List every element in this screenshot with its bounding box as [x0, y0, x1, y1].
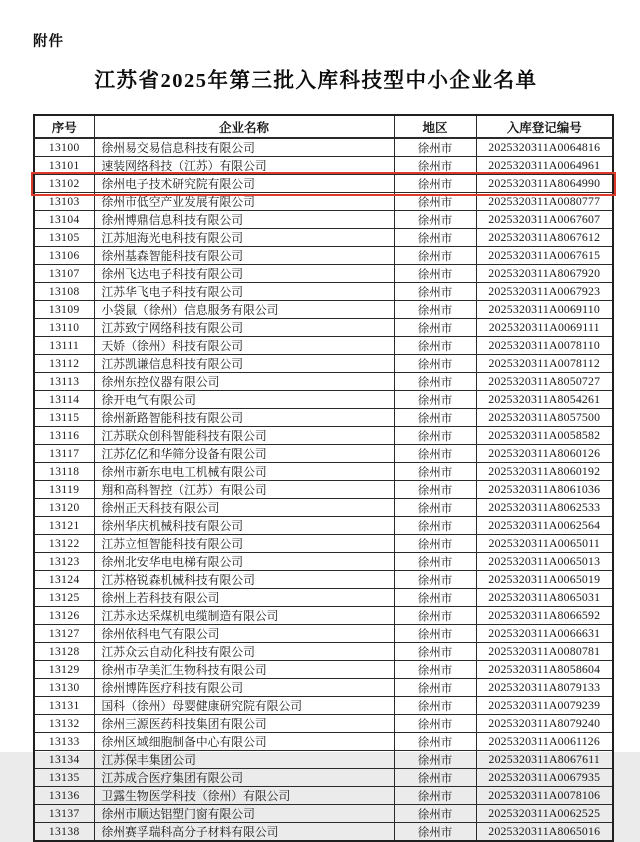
cell-company-name: 徐州飞达电子科技有限公司 — [94, 265, 394, 283]
cell-company-name: 徐州上若科技有限公司 — [94, 589, 394, 607]
cell-company-name: 江苏成合医疗集团有限公司 — [94, 769, 394, 787]
table-row — [34, 625, 613, 643]
cell-code: 2025320311A8066592 — [476, 607, 613, 625]
cell-seq: 13133 — [34, 733, 94, 751]
column-header-code: 入库登记编号 — [476, 115, 613, 138]
cell-seq: 13123 — [34, 553, 94, 571]
cell-company-name: 江苏旭海光电科技有限公司 — [94, 229, 394, 247]
cell-company-name: 天娇（徐州）科技有限公司 — [94, 337, 394, 355]
table-row — [34, 733, 613, 751]
column-header-seq: 序号 — [34, 115, 94, 138]
cell-code: 2025320311A8079240 — [476, 715, 613, 733]
cell-code: 2025320311A8061036 — [476, 481, 613, 499]
table-row — [34, 265, 613, 283]
cell-seq: 13103 — [34, 193, 94, 211]
cell-company-name: 徐州新路智能科技有限公司 — [94, 409, 394, 427]
cell-code: 2025320311A0069111 — [476, 319, 613, 337]
cell-seq: 13108 — [34, 283, 94, 301]
cell-region: 徐州市 — [394, 193, 476, 211]
cell-code: 2025320311A0064961 — [476, 157, 613, 175]
cell-company-name: 徐州正天科技有限公司 — [94, 499, 394, 517]
cell-company-name: 江苏众云自动化科技有限公司 — [94, 643, 394, 661]
table-row — [34, 589, 613, 607]
table-row — [34, 481, 613, 499]
cell-region: 徐州市 — [394, 751, 476, 769]
table-row — [34, 427, 613, 445]
cell-company-name: 江苏永达采煤机电缆制造有限公司 — [94, 607, 394, 625]
table-row — [34, 283, 613, 301]
cell-region: 徐州市 — [394, 247, 476, 265]
cell-company-name: 徐州三源医药科技集团有限公司 — [94, 715, 394, 733]
cell-company-name: 江苏致宁网络科技有限公司 — [94, 319, 394, 337]
cell-code: 2025320311A0064816 — [476, 138, 613, 157]
cell-code: 2025320311A8050727 — [476, 373, 613, 391]
table-row — [34, 409, 613, 427]
attachment-label: 附件 — [33, 34, 64, 50]
cell-region: 徐州市 — [394, 445, 476, 463]
cell-seq: 13114 — [34, 391, 94, 409]
cell-region: 徐州市 — [394, 157, 476, 175]
cell-code: 2025320311A8067612 — [476, 229, 613, 247]
cell-seq: 13119 — [34, 481, 94, 499]
cell-region: 徐州市 — [394, 643, 476, 661]
cell-region: 徐州市 — [394, 211, 476, 229]
cell-region: 徐州市 — [394, 697, 476, 715]
cell-code: 2025320311A0067935 — [476, 769, 613, 787]
cell-region: 徐州市 — [394, 571, 476, 589]
cell-region: 徐州市 — [394, 535, 476, 553]
cell-seq: 13138 — [34, 823, 94, 842]
cell-region: 徐州市 — [394, 229, 476, 247]
cell-code: 2025320311A0065019 — [476, 571, 613, 589]
cell-code: 2025320311A0080781 — [476, 643, 613, 661]
cell-seq: 13127 — [34, 625, 94, 643]
table-row — [34, 553, 613, 571]
table-row — [34, 247, 613, 265]
cell-code: 2025320311A0078112 — [476, 355, 613, 373]
cell-region: 徐州市 — [394, 805, 476, 823]
cell-code: 2025320311A0069110 — [476, 301, 613, 319]
cell-region: 徐州市 — [394, 517, 476, 535]
cell-company-name: 江苏立恒智能科技有限公司 — [94, 535, 394, 553]
cell-company-name: 卫露生物医学科技（徐州）有限公司 — [94, 787, 394, 805]
cell-seq: 13113 — [34, 373, 94, 391]
cell-code: 2025320311A0078110 — [476, 337, 613, 355]
cell-region: 徐州市 — [394, 409, 476, 427]
cell-company-name: 徐州北安华电电梯有限公司 — [94, 553, 394, 571]
cell-seq: 13136 — [34, 787, 94, 805]
cell-code: 2025320311A8054261 — [476, 391, 613, 409]
cell-company-name: 江苏华飞电子科技有限公司 — [94, 283, 394, 301]
cell-seq: 13111 — [34, 337, 94, 355]
cell-seq: 13137 — [34, 805, 94, 823]
table-row — [34, 517, 613, 535]
cell-region: 徐州市 — [394, 283, 476, 301]
cell-company-name: 徐州华庆机械科技有限公司 — [94, 517, 394, 535]
cell-company-name: 速装网络科技（江苏）有限公司 — [94, 157, 394, 175]
cell-seq: 13110 — [34, 319, 94, 337]
cell-seq: 13125 — [34, 589, 94, 607]
table-row — [34, 373, 613, 391]
cell-seq: 13128 — [34, 643, 94, 661]
cell-seq: 13101 — [34, 157, 94, 175]
cell-company-name: 徐州赛孚瑞科高分子材料有限公司 — [94, 823, 394, 842]
cell-region: 徐州市 — [394, 769, 476, 787]
cell-seq: 13104 — [34, 211, 94, 229]
cell-company-name: 徐州东控仪器有限公司 — [94, 373, 394, 391]
cell-seq: 13132 — [34, 715, 94, 733]
cell-company-name: 徐州市顺达铝塑门窗有限公司 — [94, 805, 394, 823]
column-header-region: 地区 — [394, 115, 476, 138]
cell-company-name: 江苏保丰集团公司 — [94, 751, 394, 769]
cell-seq: 13122 — [34, 535, 94, 553]
cell-code: 2025320311A8060192 — [476, 463, 613, 481]
cell-region: 徐州市 — [394, 661, 476, 679]
table-header-row — [34, 115, 613, 138]
table-row — [34, 391, 613, 409]
table-row — [34, 157, 613, 175]
cell-code: 2025320311A8057500 — [476, 409, 613, 427]
cell-company-name: 徐州区域细胞制备中心有限公司 — [94, 733, 394, 751]
cell-region: 徐州市 — [394, 265, 476, 283]
cell-region: 徐州市 — [394, 175, 476, 193]
cell-seq: 13126 — [34, 607, 94, 625]
table-row — [34, 175, 613, 193]
cell-seq: 13115 — [34, 409, 94, 427]
table-row — [34, 138, 613, 157]
cell-company-name: 徐州易交易信息科技有限公司 — [94, 138, 394, 157]
cell-seq: 13107 — [34, 265, 94, 283]
cell-code: 2025320311A0062525 — [476, 805, 613, 823]
cell-region: 徐州市 — [394, 319, 476, 337]
table-row — [34, 769, 613, 787]
cell-seq: 13109 — [34, 301, 94, 319]
cell-company-name: 翔和高科智控（江苏）有限公司 — [94, 481, 394, 499]
cell-region: 徐州市 — [394, 499, 476, 517]
cell-seq: 13100 — [34, 138, 94, 157]
table-row — [34, 715, 613, 733]
cell-code: 2025320311A8065016 — [476, 823, 613, 842]
page-title: 江苏省2025年第三批入库科技型中小企业名单 — [94, 70, 538, 92]
cell-code: 2025320311A8058604 — [476, 661, 613, 679]
cell-seq: 13105 — [34, 229, 94, 247]
cell-company-name: 徐州博鼎信息科技有限公司 — [94, 211, 394, 229]
cell-code: 2025320311A8067611 — [476, 751, 613, 769]
company-table — [33, 114, 614, 842]
cell-region: 徐州市 — [394, 715, 476, 733]
cell-seq: 13102 — [34, 175, 94, 193]
table-row — [34, 463, 613, 481]
cell-code: 2025320311A0062564 — [476, 517, 613, 535]
cell-seq: 13129 — [34, 661, 94, 679]
cell-region: 徐州市 — [394, 625, 476, 643]
table-row — [34, 535, 613, 553]
table-row — [34, 211, 613, 229]
cell-company-name: 江苏亿亿和华筛分设备有限公司 — [94, 445, 394, 463]
company-table-body — [34, 138, 613, 841]
table-row — [34, 787, 613, 805]
cell-company-name: 徐开电气有限公司 — [94, 391, 394, 409]
cell-seq: 13121 — [34, 517, 94, 535]
cell-region: 徐州市 — [394, 481, 476, 499]
table-row — [34, 697, 613, 715]
column-header-name: 企业名称 — [94, 115, 394, 138]
table-row — [34, 499, 613, 517]
cell-company-name: 江苏格锐森机械科技有限公司 — [94, 571, 394, 589]
table-row — [34, 661, 613, 679]
cell-region: 徐州市 — [394, 301, 476, 319]
cell-company-name: 国科（徐州）母婴健康研究院有限公司 — [94, 697, 394, 715]
table-row — [34, 193, 613, 211]
cell-code: 2025320311A0058582 — [476, 427, 613, 445]
cell-code: 2025320311A0067923 — [476, 283, 613, 301]
table-header — [34, 115, 613, 138]
cell-seq: 13106 — [34, 247, 94, 265]
cell-seq: 13131 — [34, 697, 94, 715]
cell-region: 徐州市 — [394, 373, 476, 391]
cell-company-name: 徐州依科电气有限公司 — [94, 625, 394, 643]
cell-code: 2025320311A8062533 — [476, 499, 613, 517]
table-row — [34, 751, 613, 769]
cell-code: 2025320311A0066631 — [476, 625, 613, 643]
cell-code: 2025320311A0079239 — [476, 697, 613, 715]
cell-seq: 13116 — [34, 427, 94, 445]
cell-code: 2025320311A0067615 — [476, 247, 613, 265]
cell-region: 徐州市 — [394, 391, 476, 409]
cell-company-name: 徐州市低空产业发展有限公司 — [94, 193, 394, 211]
table-row — [34, 301, 613, 319]
cell-company-name: 徐州市新东电电工机械有限公司 — [94, 463, 394, 481]
cell-company-name: 江苏凯谦信息科技有限公司 — [94, 355, 394, 373]
cell-region: 徐州市 — [394, 679, 476, 697]
table-row — [34, 607, 613, 625]
cell-region: 徐州市 — [394, 607, 476, 625]
cell-company-name: 徐州博阵医疗科技有限公司 — [94, 679, 394, 697]
table-row — [34, 571, 613, 589]
table-row — [34, 355, 613, 373]
cell-seq: 13118 — [34, 463, 94, 481]
cell-company-name: 江苏联众创科智能科技有限公司 — [94, 427, 394, 445]
table-row — [34, 445, 613, 463]
cell-code: 2025320311A0061126 — [476, 733, 613, 751]
cell-code: 2025320311A8067920 — [476, 265, 613, 283]
cell-code: 2025320311A8060126 — [476, 445, 613, 463]
table-row — [34, 643, 613, 661]
table-row — [34, 679, 613, 697]
cell-company-name: 小袋鼠（徐州）信息服务有限公司 — [94, 301, 394, 319]
cell-company-name: 徐州市孕美汇生物科技有限公司 — [94, 661, 394, 679]
cell-code: 2025320311A0080777 — [476, 193, 613, 211]
cell-company-name: 徐州电子技术研究院有限公司 — [94, 175, 394, 193]
cell-code: 2025320311A8064990 — [476, 175, 613, 193]
cell-seq: 13130 — [34, 679, 94, 697]
cell-seq: 13135 — [34, 769, 94, 787]
cell-seq: 13134 — [34, 751, 94, 769]
cell-region: 徐州市 — [394, 355, 476, 373]
cell-code: 2025320311A0067607 — [476, 211, 613, 229]
cell-code: 2025320311A8065031 — [476, 589, 613, 607]
cell-code: 2025320311A0065011 — [476, 535, 613, 553]
cell-seq: 13124 — [34, 571, 94, 589]
table-row — [34, 319, 613, 337]
cell-code: 2025320311A0078106 — [476, 787, 613, 805]
cell-seq: 13120 — [34, 499, 94, 517]
cell-region: 徐州市 — [394, 823, 476, 842]
cell-region: 徐州市 — [394, 138, 476, 157]
table-row — [34, 229, 613, 247]
cell-code: 2025320311A8079133 — [476, 679, 613, 697]
cell-region: 徐州市 — [394, 463, 476, 481]
cell-region: 徐州市 — [394, 553, 476, 571]
cell-region: 徐州市 — [394, 427, 476, 445]
cell-region: 徐州市 — [394, 733, 476, 751]
cell-region: 徐州市 — [394, 589, 476, 607]
table-row — [34, 805, 613, 823]
cell-seq: 13117 — [34, 445, 94, 463]
cell-code: 2025320311A0065013 — [476, 553, 613, 571]
cell-region: 徐州市 — [394, 787, 476, 805]
cell-company-name: 徐州基森智能科技有限公司 — [94, 247, 394, 265]
table-row — [34, 823, 613, 842]
cell-region: 徐州市 — [394, 337, 476, 355]
table-row — [34, 337, 613, 355]
cell-seq: 13112 — [34, 355, 94, 373]
